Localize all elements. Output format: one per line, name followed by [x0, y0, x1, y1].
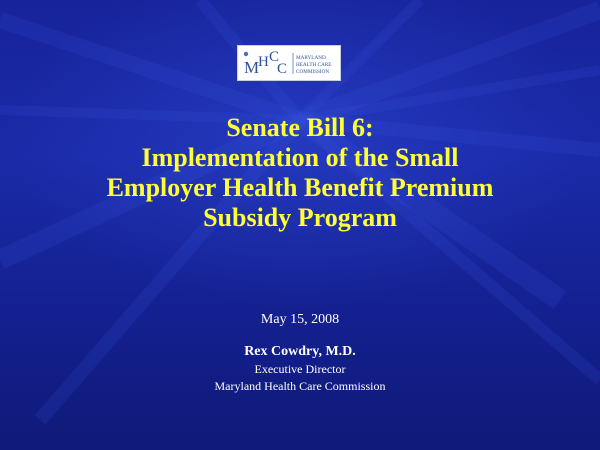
svg-text:H: H [258, 54, 269, 70]
logo-org-line: MARYLAND [296, 55, 326, 61]
title-line: Subsidy Program [203, 203, 397, 232]
title-line: Employer Health Benefit Premium [106, 173, 494, 202]
presenter-title: Executive Director [254, 362, 346, 376]
slide-title [20, 113, 580, 233]
svg-text:C: C [277, 61, 288, 77]
presenter-organization: Maryland Health Care Commission [214, 379, 386, 393]
presenter-name: Rex Cowdry, M.D. [244, 344, 356, 359]
logo-org-line: HEALTH CARE [296, 62, 332, 68]
title-line: Implementation of the Small [141, 143, 459, 172]
svg-text:M: M [244, 58, 260, 77]
mhcc-logo [237, 45, 341, 81]
title-line: Senate Bill 6: [226, 113, 374, 142]
svg-text:C: C [269, 49, 280, 65]
logo-org-line: COMMISSION [296, 69, 330, 75]
presentation-date: May 15, 2008 [260, 312, 340, 327]
presenter-block [0, 343, 600, 395]
